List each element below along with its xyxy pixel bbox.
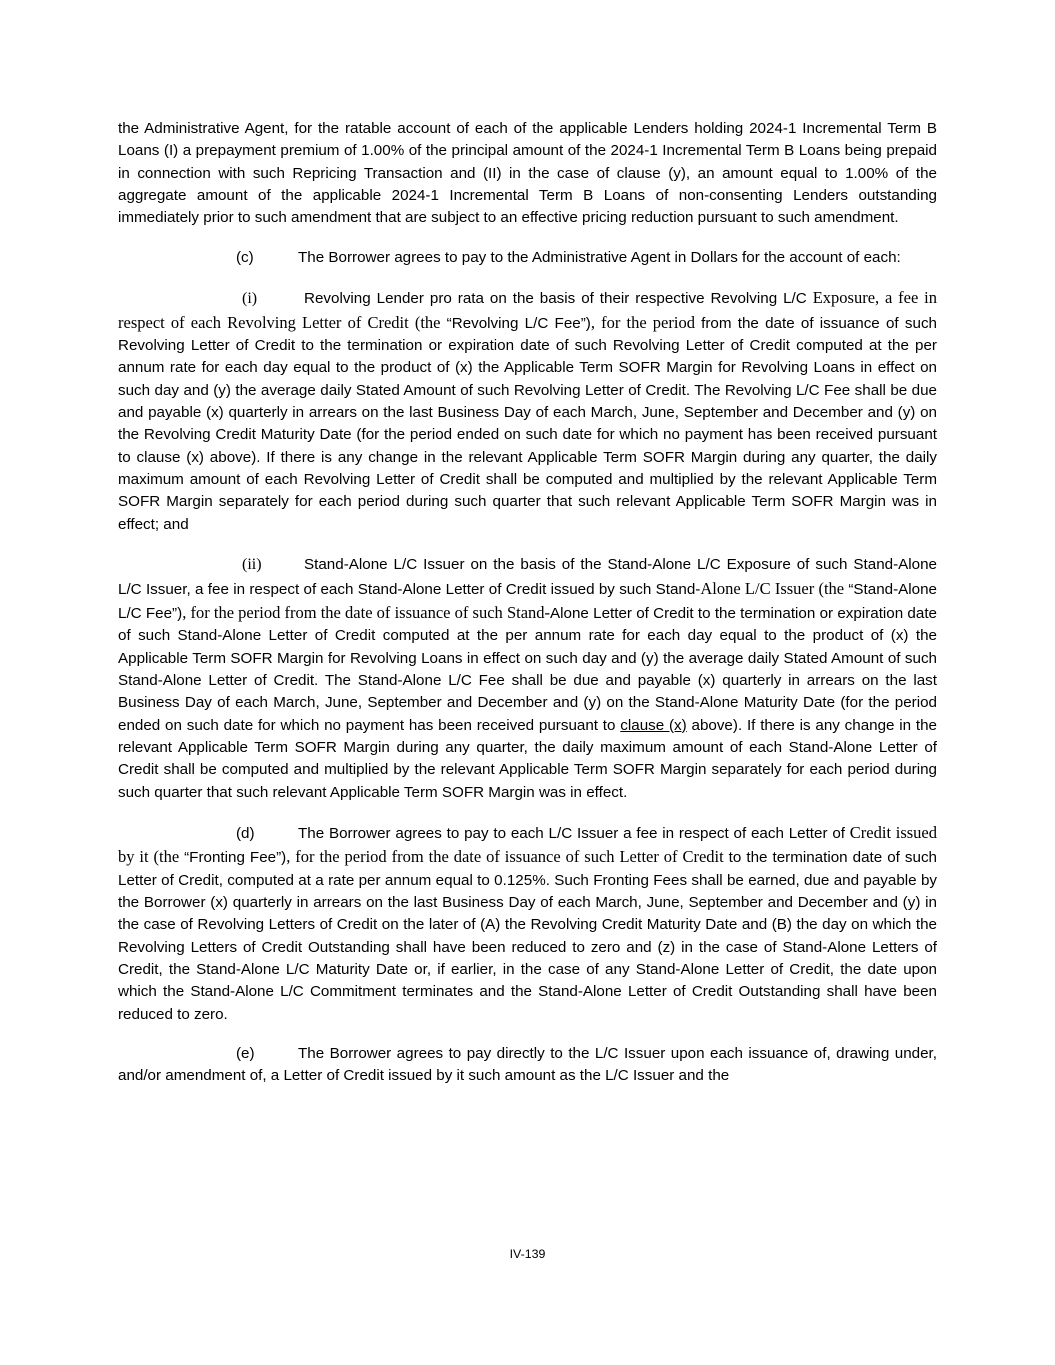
paragraph-i-segment-2: Exposure, a fee in respect of each Revolving Letter of Credit (the <box>118 288 938 332</box>
paragraph-ii-defined-term-stand-alone-lc-fee: “Stand-Alone L/C Fee”) <box>118 580 937 622</box>
paragraph-ii-label: (ii) <box>242 556 262 574</box>
paragraph-i-segment-4: from the date of issuance of such Revolving Letter of Credit to the termination or expiration date of such Revolving Letter of Credit computed at the per annum rate for each day equal to the product of (x) the Applicable Term SOFR Margin for Revolving Loans in effect on such day and (y) the average daily Stated Amount of such Revolving Letter of Credit. The Revolving L/C Fee shall be due and payable (x) quarterly in arrears on the last Business Day of each March, June, September and December and (y) on the Revolving Credit Maturity Date (for the period ended on such date for which no payment has been received pursuant to clause (x) above). If there is any change in the relevant Applicable Term SOFR Margin during any quarter, the daily maximum amount of each Revolving Letter of Credit shall be computed and multiplied by the relevant Applicable Term SOFR Margin separately for each period during such quarter that such relevant Applicable Term SOFR Margin was in effect; and <box>118 314 937 533</box>
paragraph-ii-segment-2: Alone L/C Issuer (the <box>700 578 849 598</box>
paragraph-d-segment-3: , for the period from the date of issuance of such Letter of Credit <box>286 847 729 867</box>
paragraph-ii-cross-reference: clause (x) <box>620 716 687 734</box>
paragraph-ii-segment-1: Stand-Alone L/C Issuer on the basis of the Stand-Alone L/C Exposure of such Stand-Alone L/C Issuer, a fee in respect of each Stand-Alone Letter of Credit issued by such Stand- <box>118 556 937 598</box>
paragraph-ii-segment-4: Alone Letter of Credit to the termination or expiration date of such Stand-Alone Letter of Credit computed at the per annum rate for each day equal to the product of (x) the Applicable Term SOFR Margin for Revolving Loans in effect on such day and (y) the average daily Stated Amount of such Stand-Alone Letter of Credit. The Stand-Alone L/C Fee shall be due and payable (x) quarterly in arrears on the last Business Day of each March, June, September and December and (y) on the Stand-Alone Maturity Date (for the period ended on such date for which no payment has been received pursuant to <box>118 604 937 734</box>
paragraph-e-text: The Borrower agrees to pay directly to the L/C Issuer upon each issuance of, drawing under, and/or amendment of, a Letter of Credit issued by it such amount as the L/C Issuer and the <box>118 1045 937 1085</box>
paragraph-d-defined-term-fronting-fee: “Fronting Fee”) <box>184 849 287 867</box>
paragraph-i-defined-term-revolving-lc-fee: “Revolving L/C Fee”) <box>446 314 591 332</box>
paragraph-c-text: The Borrower agrees to pay to the Administrative Agent in Dollars for the account of each: <box>298 248 901 266</box>
paragraph-ii-segment-5: above). If there is any change in the relevant Applicable Term SOFR Margin during any quarter, the daily maximum amount of each Stand-Alone Letter of Credit shall be computed and multiplied by the relevant Applicable Term SOFR Margin separately for each period during such quarter that such relevant Applicable Term SOFR Margin was in effect. <box>118 716 938 801</box>
paragraph-i-segment-1: Revolving Lender pro rata on the basis of their respective Revolving L/C <box>304 290 813 308</box>
paragraph-ii-segment-3: , for the period from the date of issuance of such Stand- <box>182 602 551 622</box>
paragraph-d-label: (d) <box>236 824 255 842</box>
paragraph-d-segment-2: Credit issued by it (the <box>118 822 937 867</box>
paragraph-i-segment-3: , for the period <box>590 312 702 332</box>
paragraph-c-label: (c) <box>236 248 254 266</box>
paragraph-e-label: (e) <box>236 1045 255 1063</box>
paragraph-c <box>118 247 937 269</box>
paragraph-d-segment-4: to the termination date of such Letter of Credit, computed at a rate per annum equal to 0.125%. Such Fronting Fees shall be earned, due and payable by the Borrower (x) quarterly in arrears on the last Business Day of each March, June, September and December and (y) in the case of Revolving Letters of Credit on the later of (A) the Revolving Credit Maturity Date and (B) the day on which the Revolving Letters of Credit Outstanding shall have been reduced to zero and (z) in the case of Stand-Alone Letters of Credit, the Stand-Alone L/C Maturity Date or, if earlier, in the case of any Stand-Alone Letter of Credit, the date upon which the Stand-Alone L/C Commitment terminates and the Stand-Alone Letter of Credit Outstanding shall have been reduced to zero. <box>118 849 938 1023</box>
paragraph-intro <box>118 118 937 230</box>
page-number: IV-139 <box>509 1247 546 1261</box>
paragraph-intro-text: the Administrative Agent, for the ratable account of each of the applicable Lenders holding 2024-1 Incremental Term B Loans (I) a prepayment premium of 1.00% of the principal amount of the 2024-1 Incremental Term B Loans being prepaid in connection with such Repricing Transaction and (II) in the case of clause (y), an amount equal to 1.00% of the aggregate amount of the applicable 2024-1 Incremental Term B Loans of non-consenting Lenders outstanding immediately prior to such amendment that are subject to an effective pricing reduction pursuant to such amendment. <box>118 120 937 227</box>
paragraph-i <box>118 286 937 536</box>
paragraph-d <box>118 821 937 1026</box>
document-body <box>118 118 937 1088</box>
paragraph-i-label: (i) <box>242 290 258 308</box>
paragraph-d-segment-1: The Borrower agrees to pay to each L/C Issuer a fee in respect of each Letter of <box>298 824 850 842</box>
paragraph-e <box>118 1043 937 1088</box>
paragraph-ii <box>118 553 937 804</box>
